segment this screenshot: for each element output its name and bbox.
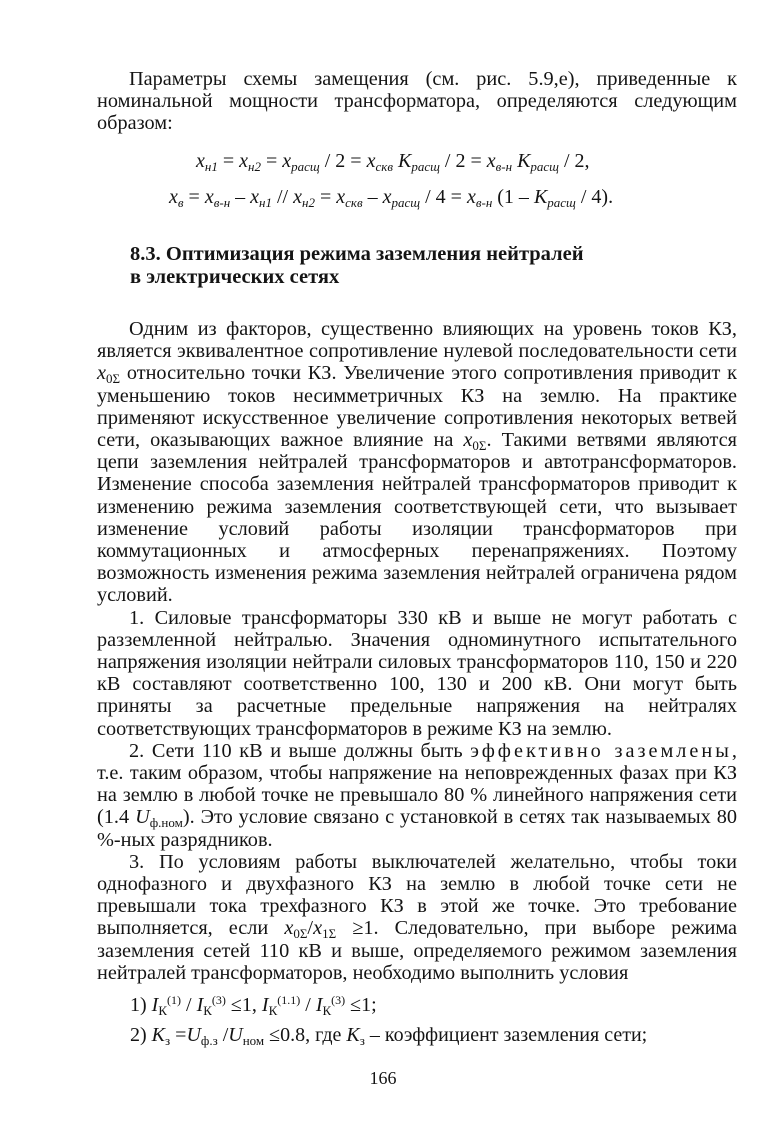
paragraph-1: Одним из факторов, существенно влияющих на уровень токов КЗ, является эквивалентное сопротивление нулевой последовательности сети $x_{0\Sigma}$ относительно точки КЗ. Увеличение этого сопротивления приводит к уменьшению токов несимметричных КЗ на землю. На практике применяют искусственное увеличение сопротивления некоторых ветвей сети, оказывающих важное влияние на $x_{0\Sigma}$. Такими ветвями являются цепи заземления нейтралей трансформаторов и автотрансформаторов. Изменение способа заземления нейтралей трансформаторов приводит к изменению режима заземления соответствующей сети, что вызывает изменение условий работы изоляции трансформаторов при коммутационных и атмосферных перенапряжениях. Поэтому возможность изменения режима заземления нейтралей ограничена рядом условий. (97, 318, 737, 607)
paragraph-3: 2. Сети 110 кВ и выше должны быть эффективно заземлены, т.е. таким образом, чтобы напряжение на неповрежденных фазах при КЗ на землю в любой точке не превышало 80 % линейного напряжения сети (1.4 $U_{ф.ном}$). Это условие связано с установкой в сетях так называемых 80 %-ных разрядников. (97, 739, 737, 851)
formula-1: $x_{н1} = x_{н2} = x_{расщ} / 2 = x_{скв}$ $K_{расщ} / 2 = x_{в-н}$ $K_{расщ} / 2$, (196, 150, 590, 174)
section-heading (130, 243, 650, 289)
paragraph-2: 1. Силовые трансформаторы 330 кВ и выше не могут работать с разземленной нейтралью. Значения одноминутного испытательного напряжения изоляции нейтрали силовых трансформаторов 110, 150 и 220 кВ составляют соответственно 100, 130 и 200 кВ. Они могут быть приняты за расчетные предельные напряжения на нейтралях соответствующих трансформаторов в режиме КЗ на землю. (97, 606, 737, 740)
formula-2: $x_в = x_{в-н} - x_{н1} // x_{н2} = x_{скв} - x_{расщ} / 4 = x_{в-н}$ $(1 - K_{расщ} / 4)$. (169, 186, 614, 210)
section-title-line2: в электрических сетях (130, 266, 340, 288)
section-title-line1: Оптимизация режима заземления нейтралей (165, 243, 584, 265)
condition-1: 1) $I_К^{(1)} / I_К^{(3)} \le 1$, $I_К^{(1.1)} / I_К^{(3)} \le 1$; (130, 993, 377, 1018)
section-number: 8.3. (130, 243, 161, 265)
intro-paragraph: Параметры схемы замещения (см. рис. 5.9,е), приведенные к номинальной мощности трансформатора, определяются следующим образом: (97, 68, 737, 135)
page-number: 166 (369, 1068, 397, 1088)
condition-2: 2) $K_з =U_{ф.з}$ $/U_{ном} \le 0.8$, где $K_з$ – коэффициент заземления сети; (130, 1024, 648, 1048)
paragraph-4: 3. По условиям работы выключателей желательно, чтобы токи однофазного и двухфазного КЗ на землю в любой точке сети не превышали тока трехфазного КЗ в этой же точке. Это требование выполняется, если $x_{0\Sigma}/x_{1\Sigma} \ge 1$. Следовательно, при выборе режима заземления сетей 110 кВ и выше, определяемого режимом заземления нейтралей трансформаторов, необходимо выполнить условия (97, 850, 738, 984)
body-text (97, 318, 737, 984)
